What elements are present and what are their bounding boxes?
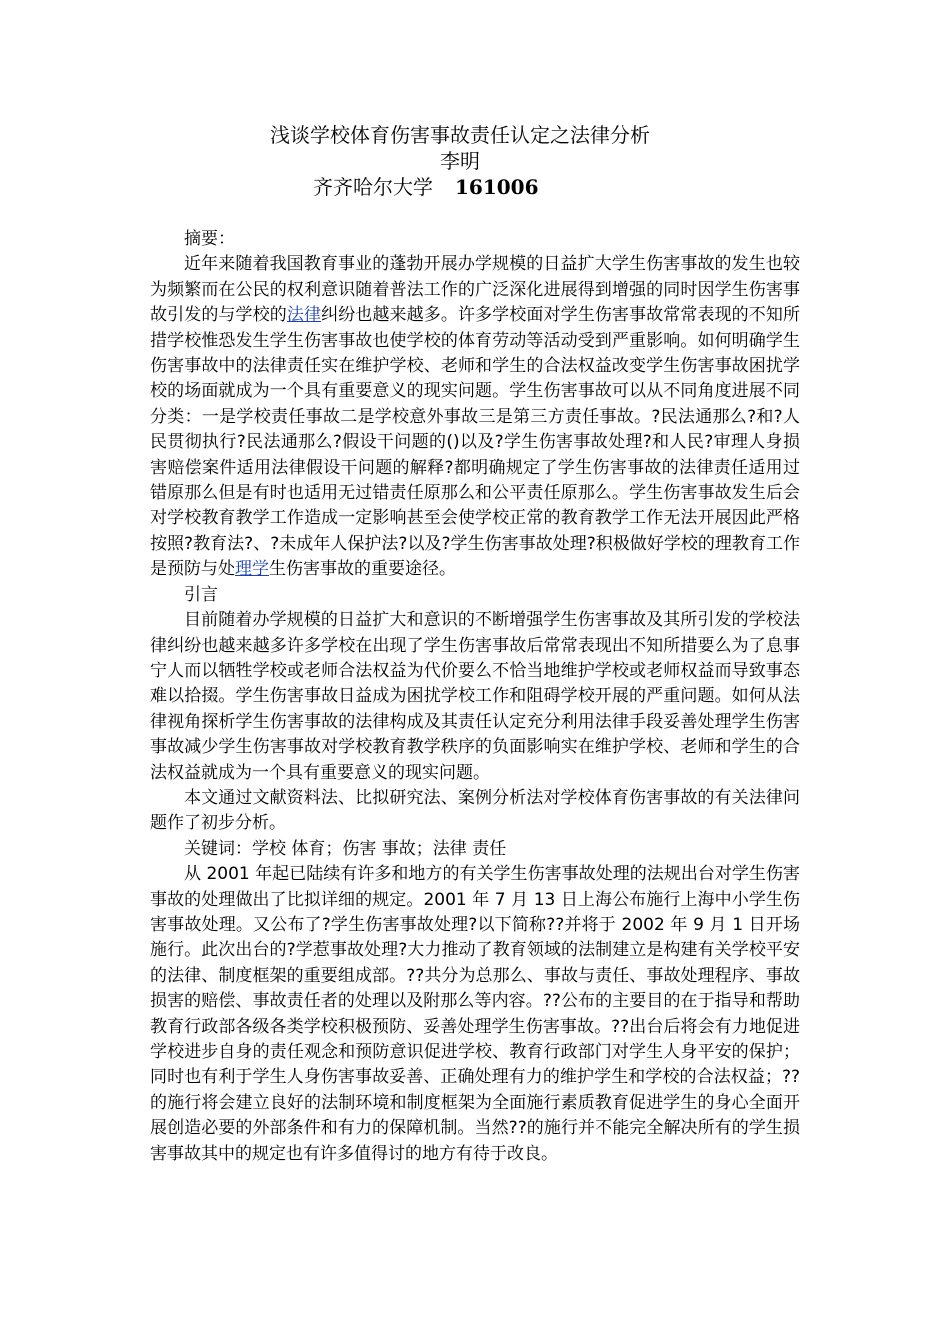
abstract-paragraph [150,252,800,582]
intro-label: 引言 [184,584,218,605]
abstract-text-3: 生伤害事故的重要途径。 [269,559,456,580]
affiliation-line [313,173,539,201]
abstract-text-2: 纠纷也越来越多。许多学校面对学生伤害事故常常表现的不知所措学校惟恐发生学生伤害事故也使学校的体育劳动等活动受到严重影响。如何明确学生伤害事故中的法律责任实在维护学校、老师和学生的合法权益改变学生伤害事故困扰学校的场面就成为一个具有重要意义的现实问题。学生伤害事故可以从不同角度进展不同分类：一是学校责任事故二是学校意外事故三是第三方责任事故。?民法通那么?和?人民贯彻执行?民法通那么?假设干问题的()以及?学生伤害事故处理?和人民?审理人身损害赔偿案件适用法律假设干问题的解释?都明确规定了学生伤害事故的法律责任适用过错原那么但是有时也适用无过错责任原那么和公平责任原那么。学生伤害事故发生后会对学校教育教学工作造成一定影响甚至会使学校正常的教育教学工作无法开展因此严格按照?教育法?、?未成年人保护法?以及?学生伤害事故处理?积极做好学校的理教育工作是预防与处 [150,305,801,580]
document-body [150,227,800,1167]
keywords-line: 关键词：学校 体育；伤害 事故；法律 责任 [184,838,507,859]
abstract-text-1: 近年来随着我国教育事业的蓬勃开展办学规模的日益扩大学生伤害事故的发生也较为频繁而在公民的权利意识随着普法工作的广泛深化进展得到增强的同时因学生伤害事故引发的与学校的 [150,254,800,326]
link-law[interactable]: 法律 [286,305,322,326]
postcode: 161006 [455,175,539,199]
intro-paragraph-2: 本文通过文献资料法、比拟研究法、案例分析法对学校体育伤害事故的有关法律问题作了初步分析。 [150,787,800,834]
intro-paragraph-3: 从 2001 年起已陆续有许多和地方的有关学生伤害事故处理的法规出台对学生伤害事故的处理做出了比拟详细的规定。2001 年 7 月 13 日上海公布施行上海中小学生伤害事故处理。又公布了?学生伤害事故处理?以下简称??并将于 2002 年 9 月 1 日开场施行。此次出台的?学惹事故处理?大力推动了教育领域的法制建立是构建有关学校平安的法律、制度框架的重要组成部。??共分为总那么、事故与责任、事故处理程序、事故损害的赔偿、事故责任者的处理以及附那么等内容。??公布的主要目的在于指导和帮助教育行政部各级各类学校积极预防、妥善处理学生伤害事故。??出台后将会有力地促进学校进步自身的责任观念和预防意识促进学校、教育行政部门对学生人身平安的保护；同时也有利于学生人身伤害事故妥善、正确处理有力的维护学生和学校的合法权益；??的施行将会建立良好的法制环境和制度框架为全面施行素质教育促进学生的身心全面开展创造必要的外部条件和有力的保障机制。当然??的施行并不能完全解决所有的学生损害事故其中的规定也有许多值得讨的地方有待于改良。 [150,864,800,1164]
author-name: 李明 [440,149,480,173]
link-science[interactable]: 理学 [235,559,269,580]
affiliation: 齐齐哈尔大学 [313,175,433,199]
document-title: 浅谈学校体育伤害事故责任认定之法律分析 [270,123,650,147]
abstract-label: 摘要： [184,229,235,249]
intro-paragraph-1: 目前随着办学规模的日益扩大和意识的不断增强学生伤害事故及其所引发的学校法律纠纷也越来越多许多学校在出现了学生伤害事故后常常表现出不知所措要么为了息事宁人而以牺牲学校或老师合法权益为代价要么不恰当地维护学校或老师权益而导致事态难以拾掇。学生伤害事故日益成为困扰学校工作和阻碍学校开展的严重问题。如何从法律视角探析学生伤害事故的法律构成及其责任认定充分利用法律手段妥善处理学生伤害事故减少学生伤害事故对学校教育教学秩序的负面影响实在维护学校、老师和学生的合法权益就成为一个具有重要意义的现实问题。 [150,610,800,783]
